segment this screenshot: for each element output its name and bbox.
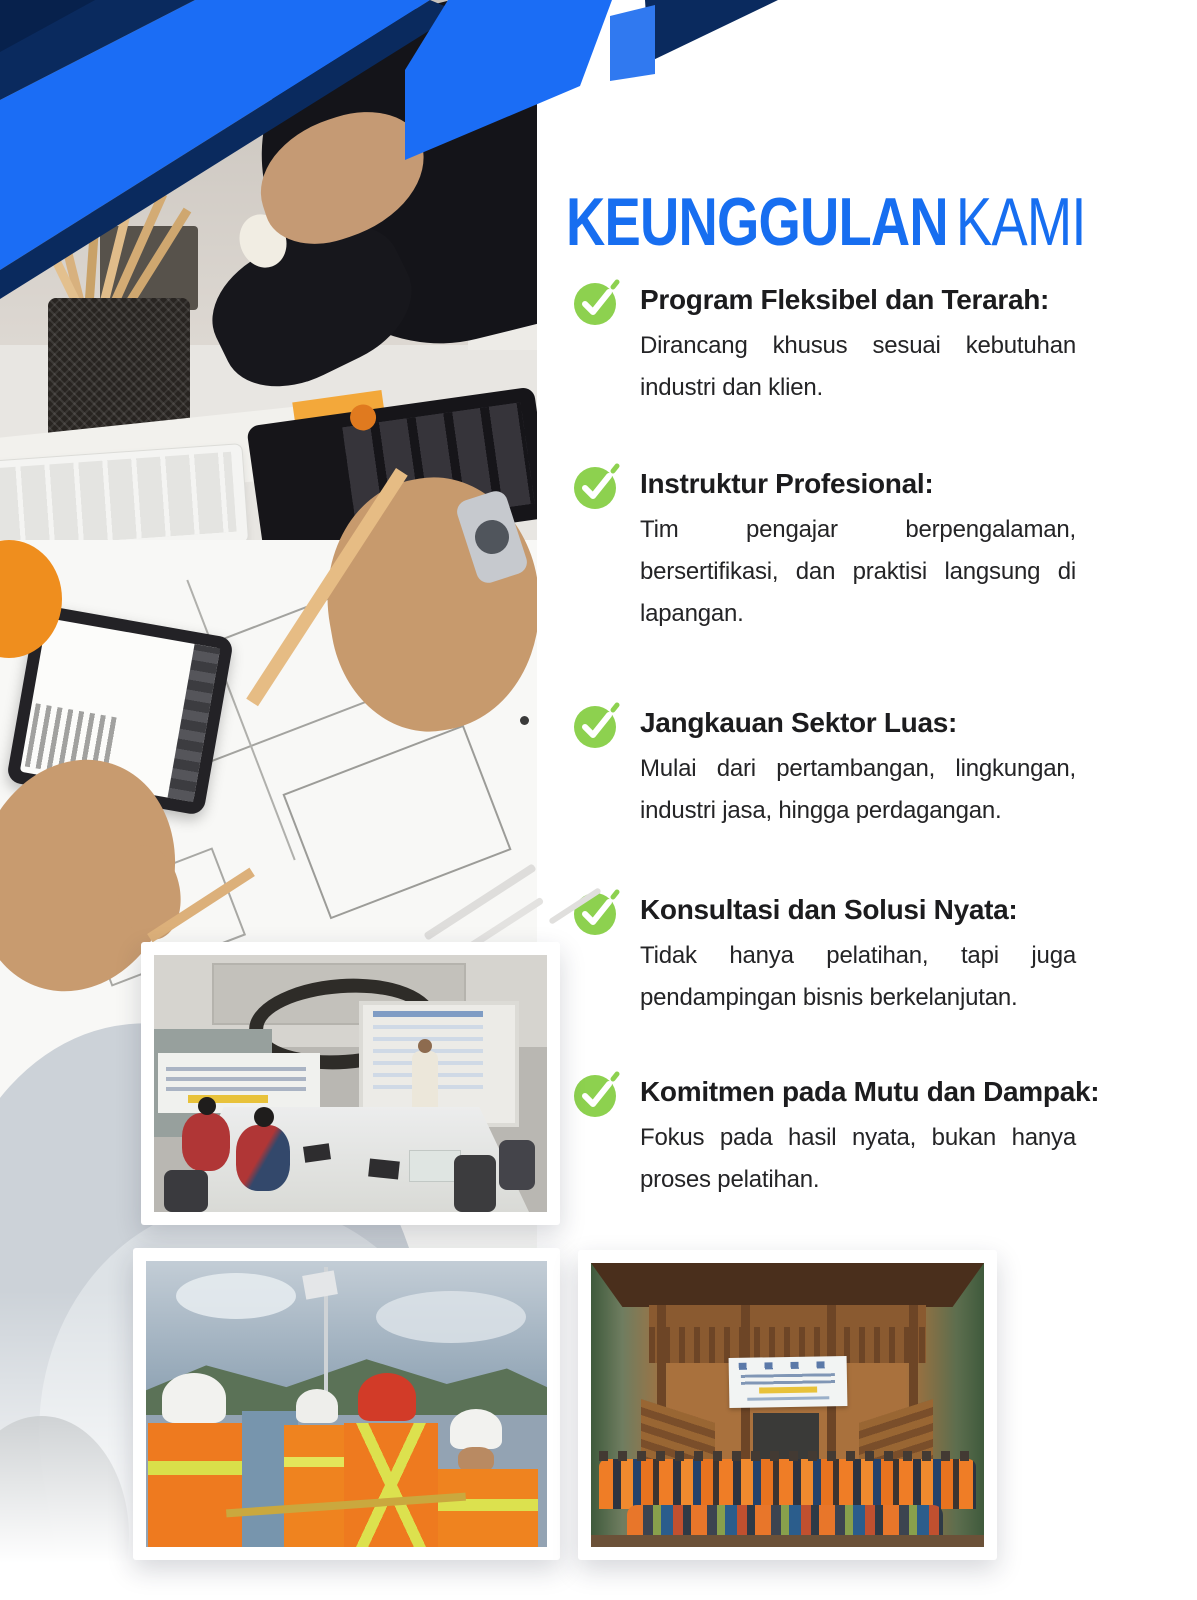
slide-header	[373, 1011, 483, 1017]
group-photo-wooden-building	[591, 1263, 984, 1547]
training-room-photo-card	[141, 942, 560, 1225]
field-workers-photo	[146, 1261, 547, 1547]
banner-title-lines	[741, 1373, 835, 1385]
laptop	[368, 1158, 400, 1179]
vest-stripe	[148, 1461, 248, 1475]
worker-vest-orange	[148, 1423, 248, 1547]
advantage-title: Instruktur Profesional:	[640, 468, 934, 499]
advantage-body: Tim pengajar berpengalaman, bersertifikasi, dan praktisi langsung di lapangan.	[640, 516, 1076, 627]
attendee-head	[198, 1097, 216, 1115]
check-icon	[570, 699, 622, 751]
office-chair	[164, 1170, 208, 1212]
check-icon	[570, 460, 622, 512]
keyboard-keys	[0, 452, 236, 549]
advantage-title: Konsultasi dan Solusi Nyata:	[640, 894, 1018, 925]
worker-helmet-red	[358, 1373, 416, 1421]
worker-helmet-white	[450, 1409, 502, 1449]
field-workers-photo-card	[133, 1248, 560, 1560]
check-icon	[570, 276, 622, 328]
training-room-photo	[154, 955, 547, 1212]
advantage-title: Komitmen pada Mutu dan Dampak:	[640, 1076, 1100, 1107]
advantage-body: Tidak hanya pelatihan, tapi juga pendampingan bisnis berkelanjutan.	[640, 942, 1076, 1011]
office-chair	[499, 1140, 535, 1190]
check-icon	[570, 1068, 622, 1120]
advantage-item	[570, 886, 1082, 1019]
watch-face	[471, 516, 514, 559]
presenter-head	[418, 1039, 432, 1053]
attendee-red-jacket	[182, 1113, 230, 1171]
cloud	[376, 1291, 526, 1343]
event-banner	[729, 1356, 848, 1408]
banner-logos	[739, 1361, 837, 1370]
advantage-body: Dirancang khusus sesuai kebutuhan industri dan klien.	[640, 332, 1076, 401]
advantage-title: Jangkauan Sektor Luas:	[640, 707, 958, 738]
pencil-tip	[520, 716, 529, 725]
advantage-item	[570, 276, 1082, 409]
attendee-red-blue-jacket	[236, 1125, 290, 1191]
advantage-body: Fokus pada hasil nyata, bukan hanya proses pelatihan.	[640, 1124, 1076, 1193]
advantage-item	[570, 1068, 1100, 1201]
advantage-title: Program Fleksibel dan Terarah:	[640, 284, 1050, 315]
back-row-people	[599, 1459, 976, 1509]
office-chair	[454, 1155, 496, 1212]
wall-banner	[158, 1053, 320, 1113]
cloud	[176, 1273, 296, 1319]
banner-text-lines	[166, 1063, 306, 1091]
page-title-bold: KEUNGGULAN	[566, 184, 948, 260]
blueprint-room	[282, 725, 511, 920]
worker-helmet-white	[162, 1373, 226, 1423]
advantage-item	[570, 460, 1082, 635]
page-title	[566, 184, 1086, 260]
advantage-item	[570, 699, 1082, 832]
attendee-head	[254, 1107, 274, 1127]
ground	[591, 1535, 984, 1547]
back-row-heads	[599, 1451, 976, 1461]
group-photo-card	[578, 1250, 997, 1560]
page-title-light: KAMI	[955, 184, 1086, 260]
roof	[591, 1263, 984, 1307]
advantage-body: Mulai dari pertambangan, lingkungan, industri jasa, hingga perdagangan.	[640, 755, 1076, 824]
worker-helmet-white	[296, 1389, 338, 1423]
vest-straps	[344, 1423, 438, 1547]
banner-footer-line	[747, 1396, 829, 1400]
banner-highlight	[759, 1386, 817, 1393]
